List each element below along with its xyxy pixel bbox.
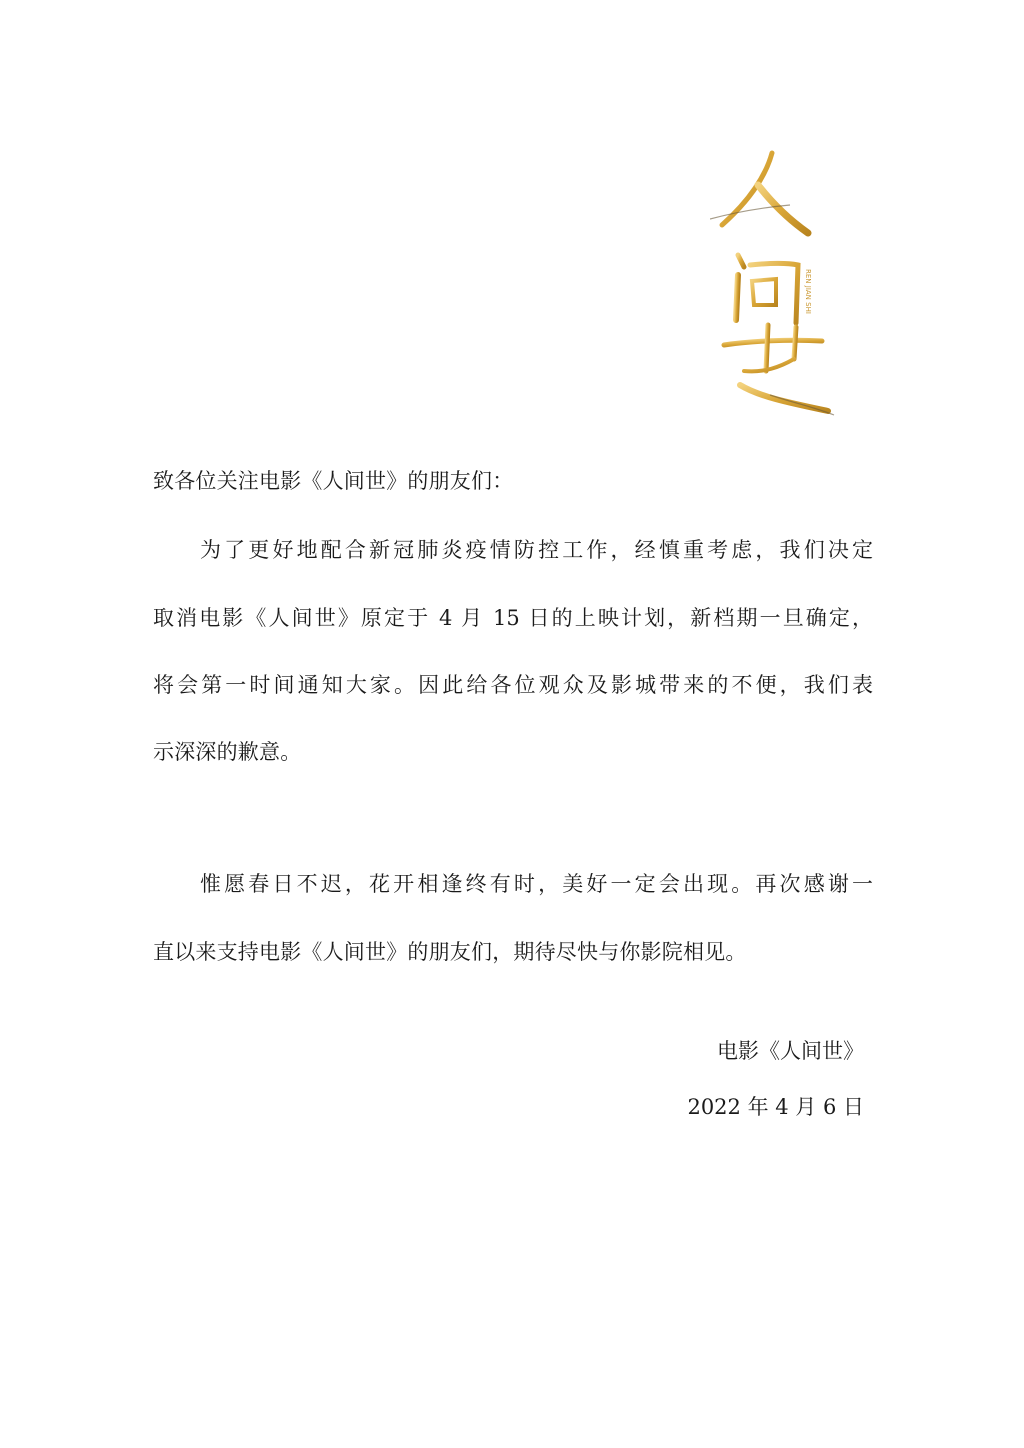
salutation: 致各位关注电影《人间世》的朋友们： (153, 469, 514, 493)
film-logo (710, 145, 840, 420)
date: 2022 年 4 月 6 日 (687, 1095, 864, 1119)
paragraph-2-line-2: 直以来支持电影《人间世》的朋友们，期待尽快与你影院相见。 (153, 940, 747, 964)
svg-text:REN JIAN SHI: REN JIAN SHI (804, 269, 812, 314)
paragraph-2-line-1: 惟愿春日不迟，花开相逢终有时，美好一定会出现。再次感谢一 (200, 872, 873, 896)
signature: 电影《人间世》 (717, 1039, 864, 1063)
paragraph-1-line-2: 取消电影《人间世》原定于 4 月 15 日的上映计划，新档期一旦确定， (153, 606, 873, 630)
paragraph-1-line-3: 将会第一时间通知大家。因此给各位观众及影城带来的不便，我们表 (153, 673, 873, 697)
paragraph-1-line-4: 示深深的歉意。 (153, 740, 302, 764)
logo-small-text (804, 269, 812, 314)
paragraph-1-line-1: 为了更好地配合新冠肺炎疫情防控工作，经慎重考虑，我们决定 (200, 538, 873, 562)
